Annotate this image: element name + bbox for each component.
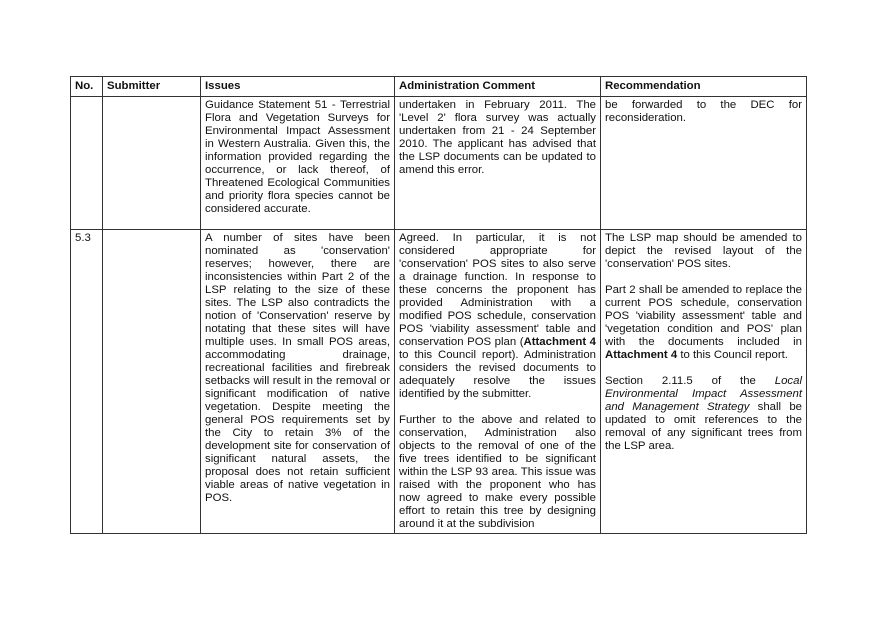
recommendation-paragraph — [605, 284, 802, 362]
table-row — [71, 97, 807, 230]
cell-recommendation — [601, 230, 807, 534]
recommendation-text: Section 2.11.5 of the — [605, 375, 775, 387]
recommendation-text: Part 2 shall be amended to replace the current POS schedule, conservation POS 'viability assessment' table and 'vegetation condition and POS' plan with the documents included in — [605, 284, 802, 348]
submissions-table — [70, 76, 807, 534]
header-issues: Issues — [201, 77, 395, 97]
admin-comment-text: Agreed. In particular, it is not considered appropriate for 'conservation' POS sites to also serve a drainage function. In response to these concerns the proponent has provided Administration with a modified POS schedule, conservation POS 'viability assessment' table and conservation POS plan ( — [399, 232, 596, 348]
cell-recommendation: be forwarded to the DEC for reconsideration. — [601, 97, 807, 230]
admin-comment-paragraph: Further to the above and related to conservation, Administration also objects to the removal of one of the five trees identified to be significant within the LSP 93 area. This issue was raised with the proponent who has now agreed to make every possible effort to retain this tree by designing around it at the subdivision — [399, 414, 596, 530]
attachment-reference: Attachment 4 — [523, 336, 596, 348]
recommendation-paragraph: The LSP map should be amended to depict the revised layout of the 'conservation' POS sites. — [605, 232, 802, 270]
header-submitter: Submitter — [103, 77, 201, 97]
table-header-row — [71, 77, 807, 97]
cell-no — [71, 97, 103, 230]
recommendation-text: to this Council report. — [677, 349, 788, 361]
header-admin-comment: Administration Comment — [395, 77, 601, 97]
admin-comment-paragraph — [399, 232, 596, 401]
cell-issues: A number of sites have been nominated as 'conservation' reserves; however, there are inconsistencies within Part 2 of the LSP relating to the size of these sites. The LSP also contradicts the notion of 'Conservation' reserve by notating that these sites will have multiple uses. In small POS areas, accommodating drainage, recreational facilities and firebreak setbacks will result in the removal or significant modification of native vegetation. Despite meeting the general POS requirements set by the City to retain 3% of the development site for conservation of significant natural assets, the proposal does not retain sufficient viable areas of native vegetation in POS. — [201, 230, 395, 534]
cell-no: 5.3 — [71, 230, 103, 534]
cell-submitter — [103, 97, 201, 230]
header-no: No. — [71, 77, 103, 97]
cell-admin-comment — [395, 230, 601, 534]
admin-comment-text: to this Council report). Administration considers the revised documents to adequately resolve the issues identified by the submitter. — [399, 349, 596, 400]
strategy-title: Local Environmental Impact Assessment and Management Strategy — [605, 375, 802, 413]
table-row — [71, 230, 807, 534]
cell-issues: Guidance Statement 51 - Terrestrial Flora and Vegetation Surveys for Environmental Impact Assessment in Western Australia. Given this, the information provided regarding the occurrence, or lack thereof, of Threatened Ecological Communities and priority flora species cannot be considered accurate. — [201, 97, 395, 230]
cell-submitter — [103, 230, 201, 534]
cell-admin-comment: undertaken in February 2011. The 'Level 2' flora survey was actually undertaken from 21 - 24 September 2010. The applicant has advised that the LSP documents can be updated to amend this error. — [395, 97, 601, 230]
recommendation-text: shall be updated to omit references to the removal of any significant trees from the LSP area. — [605, 401, 802, 452]
header-recommendation: Recommendation — [601, 77, 807, 97]
attachment-reference: Attachment 4 — [605, 349, 678, 361]
recommendation-paragraph — [605, 375, 802, 453]
